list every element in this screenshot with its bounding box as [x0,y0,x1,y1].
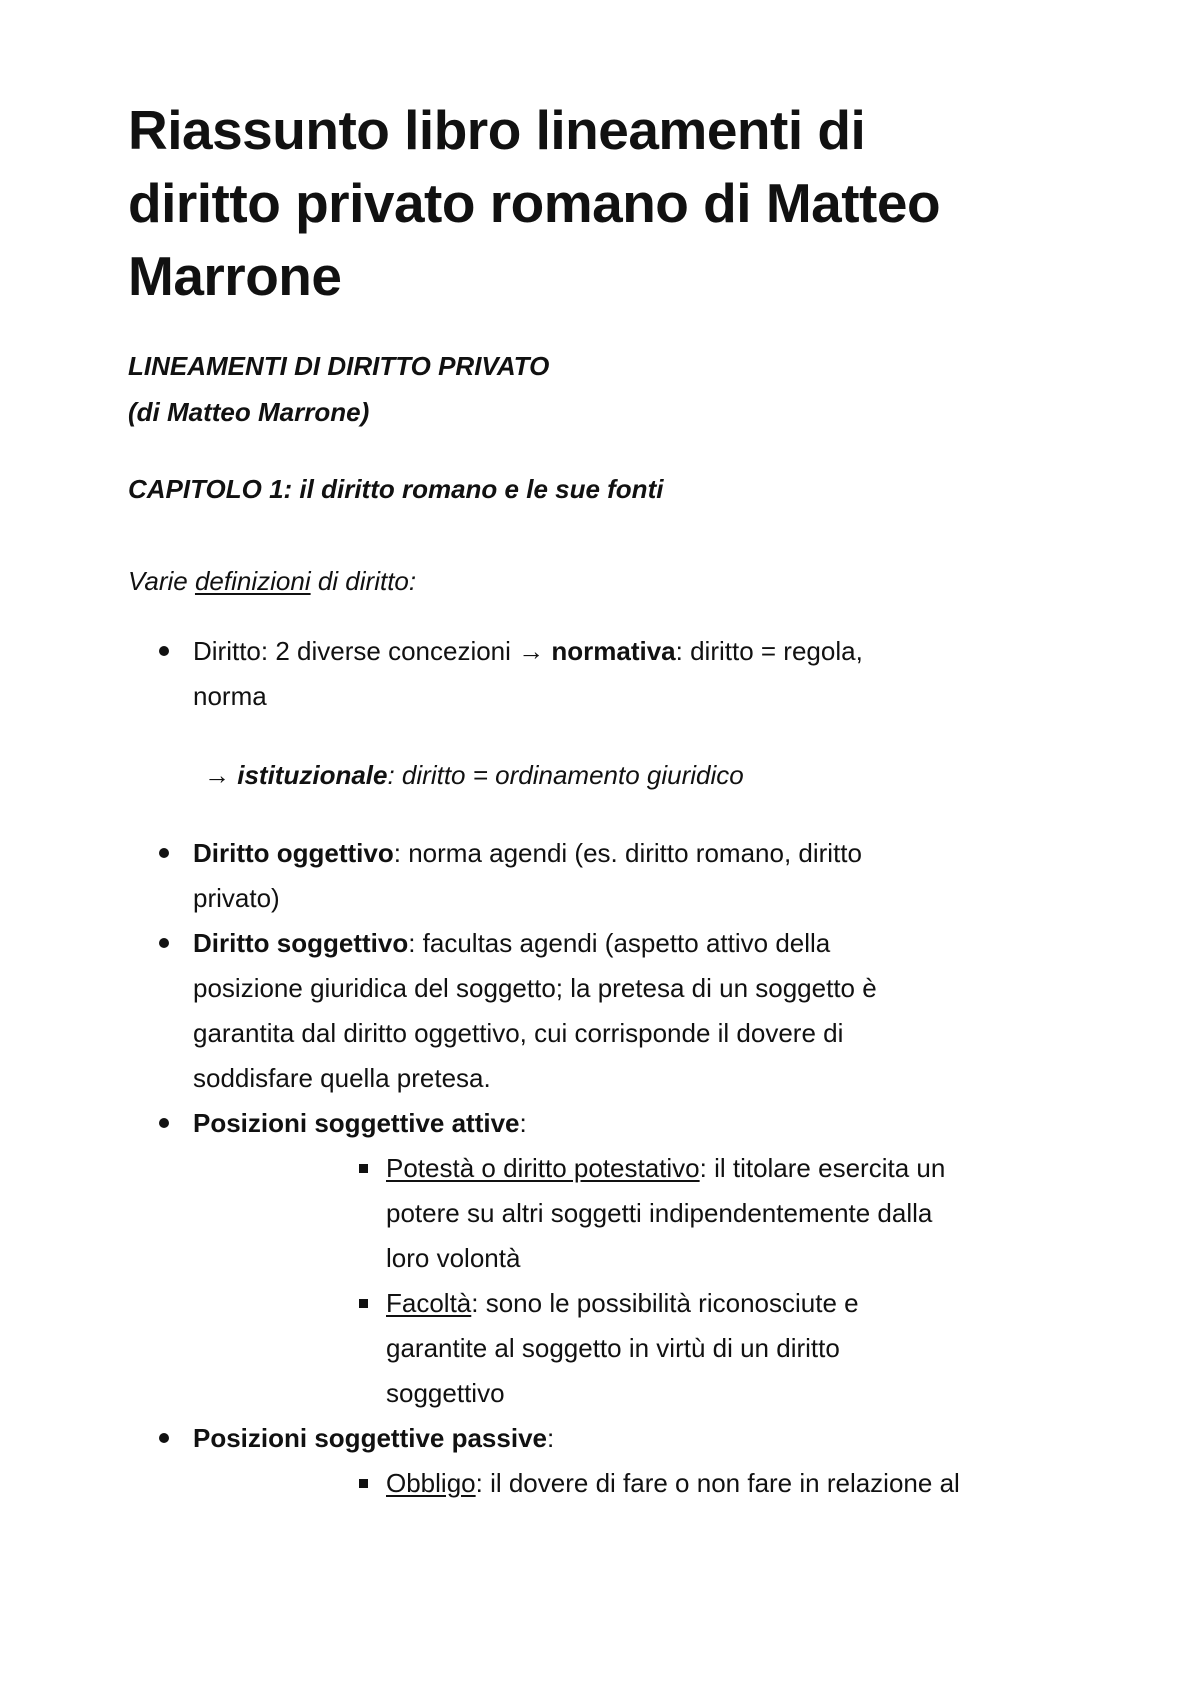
list-item-istituzionale: → istituzionale: diritto = ordinamento giuridico [204,760,744,790]
bullet-square-icon [359,1299,368,1308]
list-item-attive: Posizioni soggettive attive: [193,1108,527,1138]
list-item-soggettivo-cont2: garantita dal diritto oggettivo, cui corrisponde il dovere di [193,1018,844,1048]
intro-underlined: definizioni [194,566,311,596]
subtitle-author: (di Matteo Marrone) [128,397,370,427]
title-line-2: diritto privato romano di Matteo [128,172,941,234]
bullet-dot-icon [159,938,169,948]
bullet-dot-icon [159,1118,169,1128]
subtitle-book: LINEAMENTI DI DIRITTO PRIVATO [128,351,550,381]
title-line-1: Riassunto libro lineamenti di [128,99,866,161]
list-item-soggettivo: Diritto soggettivo: facultas agendi (aspetto attivo della [193,928,831,958]
sublist-item-potesta-cont2: loro volontà [386,1243,521,1273]
list-item-diritto: Diritto: 2 diverse concezioni → normativa: diritto = regola, [193,636,863,666]
list-item-passive: Posizioni soggettive passive: [193,1423,555,1453]
list-item-diritto-cont: norma [193,681,267,711]
intro-text: Varie definizioni di diritto: [128,566,417,596]
list-item-soggettivo-cont3: soddisfare quella pretesa. [193,1063,491,1093]
list-item-oggettivo-cont: privato) [193,883,280,913]
sublist-item-facolta: Facoltà: sono le possibilità riconosciute e [386,1288,859,1318]
bullet-square-icon [359,1479,368,1488]
sublist-item-potesta-cont1: potere su altri soggetti indipendentemente dalla [386,1198,933,1228]
list-item-oggettivo: Diritto oggettivo: norma agendi (es. diritto romano, diritto [193,838,862,868]
title-line-3: Marrone [128,245,342,307]
bullet-dot-icon [159,1433,169,1443]
sublist-item-facolta-cont1: garantite al soggetto in virtù di un diritto [386,1333,840,1363]
chapter-heading: CAPITOLO 1: il diritto romano e le sue fonti [128,474,664,504]
bullet-dot-icon [159,848,169,858]
sublist-item-potesta: Potestà o diritto potestativo: il titolare esercita un [386,1153,946,1183]
list-item-soggettivo-cont1: posizione giuridica del soggetto; la pretesa di un soggetto è [193,973,877,1003]
sublist-item-obbligo: Obbligo: il dovere di fare o non fare in relazione al [386,1468,960,1498]
document-title [128,94,1068,313]
document-page [128,0,1088,1696]
bullet-dot-icon [159,646,169,656]
bullet-square-icon [359,1164,368,1173]
sublist-item-facolta-cont2: soggettivo [386,1378,505,1408]
